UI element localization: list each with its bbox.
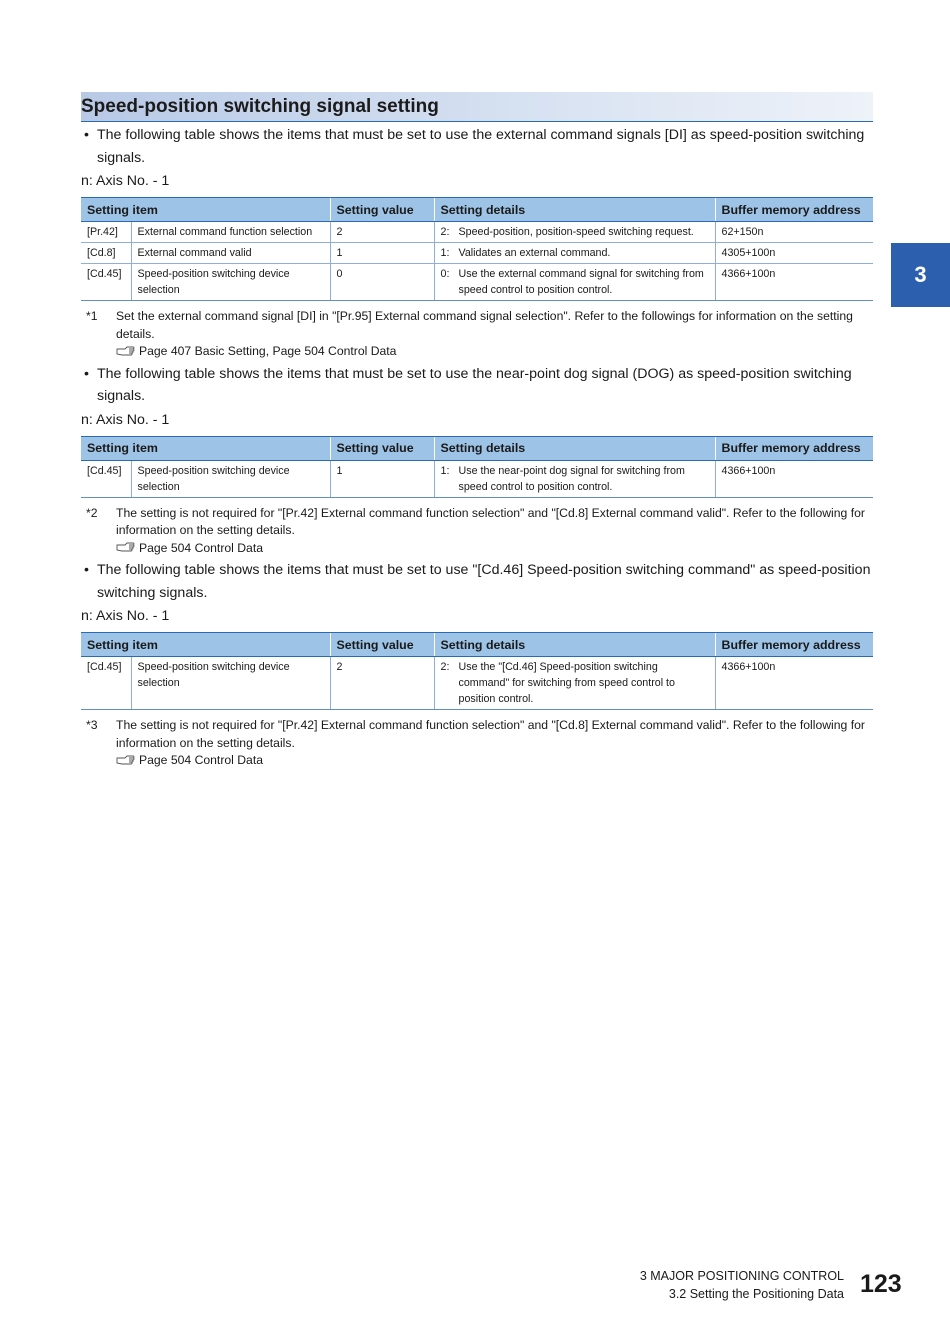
settings-table	[81, 436, 873, 498]
footnote-mark: *1	[86, 309, 98, 323]
buffer-address: 4366+100n	[715, 657, 873, 710]
footnote	[86, 717, 873, 770]
detail-text: Use the external command signal for switching from speed control to position control.	[458, 268, 704, 296]
page-content	[81, 92, 873, 770]
settings-table	[81, 197, 873, 301]
header-setting-item: Setting item	[81, 198, 330, 222]
settings-table	[81, 632, 873, 710]
page-reference-link[interactable]	[116, 343, 873, 361]
buffer-address: 62+150n	[715, 222, 873, 243]
param-code: [Cd.45]	[81, 264, 131, 301]
detail-number: 1:	[440, 247, 450, 259]
section-title: Speed-position switching signal setting	[81, 92, 873, 122]
bullet-paragraph	[81, 559, 873, 604]
header-setting-value: Setting value	[330, 633, 434, 657]
footnote-mark: *2	[86, 505, 98, 520]
header-setting-details: Setting details	[434, 633, 715, 657]
header-setting-value: Setting value	[330, 436, 434, 460]
signal-block	[81, 559, 873, 770]
bullet-dot: •	[84, 562, 89, 578]
footnote	[86, 505, 873, 558]
bullet-text: The following table shows the items that must be set to use "[Cd.46] Speed-position switching command" as speed-position switching signals.	[97, 562, 871, 601]
detail-number: 2:	[440, 226, 450, 238]
header-buffer-address: Buffer memory address	[715, 436, 873, 460]
setting-details	[434, 243, 715, 264]
bullet-text: The following table shows the items that must be set to use the near-point dog signal (DOG) as speed-position switching signals.	[97, 365, 852, 404]
footnote-mark: *3	[86, 718, 98, 732]
buffer-address: 4305+100n	[715, 243, 873, 264]
table-row	[81, 243, 873, 264]
header-setting-details: Setting details	[434, 436, 715, 460]
bullet-paragraph	[81, 124, 873, 169]
footnote-text: Set the external command signal [DI] in "[Pr.95] External command signal selection". Refer to the followings for information on the setting details.	[116, 309, 853, 341]
axis-note: n: Axis No. - 1	[81, 608, 170, 624]
param-name: Speed-position switching device selection	[131, 264, 330, 301]
detail-text: Use the "[Cd.46] Speed-position switching command" for switching from speed control to position control.	[458, 661, 675, 705]
reference-text: Page 407 Basic Setting, Page 504 Control Data	[139, 344, 397, 358]
bullet-paragraph	[81, 363, 873, 408]
bullet-dot: •	[84, 127, 89, 143]
pointing-hand-icon	[116, 346, 136, 358]
footnote-text: The setting is not required for "[Pr.42] External command function selection" and "[Cd.8] External command valid". Refer to the following for information on the setting details.	[116, 505, 865, 537]
table-header-row	[81, 436, 873, 460]
table-row	[81, 222, 873, 243]
setting-value: 1	[330, 460, 434, 497]
header-setting-value: Setting value	[330, 198, 434, 222]
table-row	[81, 657, 873, 710]
reference-text: Page 504 Control Data	[139, 540, 263, 555]
signal-block	[81, 363, 873, 558]
header-buffer-address: Buffer memory address	[715, 633, 873, 657]
header-setting-item: Setting item	[81, 436, 330, 460]
pointing-hand-icon	[116, 542, 136, 554]
param-code: [Cd.45]	[81, 657, 131, 710]
header-setting-details: Setting details	[434, 198, 715, 222]
detail-number: 2:	[440, 661, 450, 673]
axis-note: n: Axis No. - 1	[81, 173, 170, 189]
footnote	[86, 308, 873, 361]
header-setting-item: Setting item	[81, 633, 330, 657]
chapter-tab[interactable]: 3	[891, 243, 950, 307]
param-name: Speed-position switching device selection	[131, 460, 330, 497]
buffer-address: 4366+100n	[715, 264, 873, 301]
table-row	[81, 264, 873, 301]
table-row	[81, 460, 873, 497]
detail-text: Validates an external command.	[458, 247, 611, 259]
setting-details	[434, 222, 715, 243]
detail-number: 1:	[440, 464, 450, 477]
detail-number: 0:	[440, 268, 450, 280]
signal-block	[81, 124, 873, 361]
footer-section: 3.2 Setting the Positioning Data	[668, 1287, 844, 1301]
setting-details	[434, 657, 715, 710]
page-number: 123	[860, 1270, 902, 1298]
setting-value: 0	[330, 264, 434, 301]
param-code: [Pr.42]	[81, 222, 131, 243]
setting-value: 1	[330, 243, 434, 264]
param-code: [Cd.45]	[81, 460, 131, 497]
page-reference-link[interactable]	[116, 540, 873, 558]
param-code: [Cd.8]	[81, 243, 131, 264]
setting-value: 2	[330, 222, 434, 243]
bullet-dot: •	[84, 365, 89, 382]
table-header-row	[81, 633, 873, 657]
axis-note: n: Axis No. - 1	[81, 411, 170, 428]
detail-text: Speed-position, position-speed switching request.	[458, 226, 694, 238]
pointing-hand-icon	[116, 755, 136, 767]
setting-details	[434, 264, 715, 301]
buffer-address: 4366+100n	[715, 460, 873, 497]
bullet-text: The following table shows the items that must be set to use the external command signals [DI] as speed-position switching signals.	[97, 127, 865, 166]
detail-text: Use the near-point dog signal for switching from speed control to position control.	[458, 464, 685, 493]
setting-value: 2	[330, 657, 434, 710]
header-buffer-address: Buffer memory address	[715, 198, 873, 222]
page-footer	[640, 1267, 844, 1303]
reference-text: Page 504 Control Data	[139, 753, 263, 767]
table-header-row	[81, 198, 873, 222]
param-name: External command function selection	[131, 222, 330, 243]
param-name: External command valid	[131, 243, 330, 264]
footer-chapter: 3 MAJOR POSITIONING CONTROL	[639, 1269, 844, 1283]
footnote-text: The setting is not required for "[Pr.42] External command function selection" and "[Cd.8] External command valid". Refer to the following for information on the setting details.	[116, 718, 865, 750]
page-reference-link[interactable]	[116, 752, 873, 770]
setting-details	[434, 460, 715, 497]
param-name: Speed-position switching device selection	[131, 657, 330, 710]
